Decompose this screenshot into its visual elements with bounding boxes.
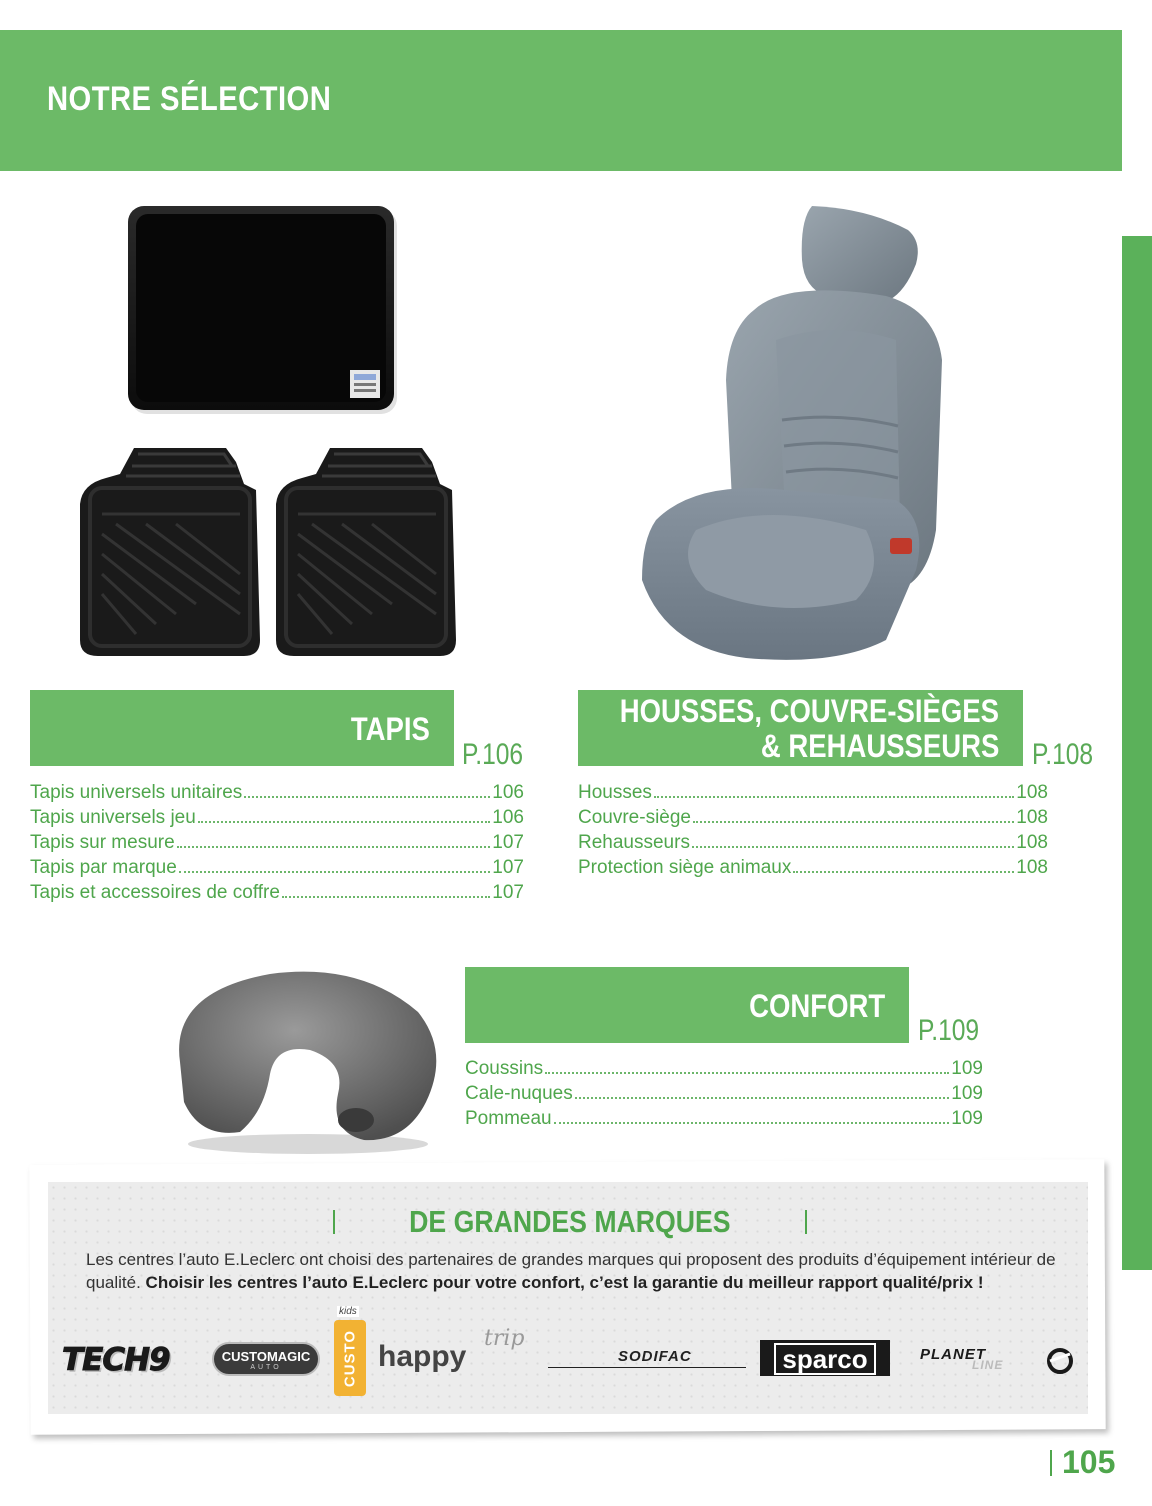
page-title: NOTRE SÉLECTION [47, 80, 332, 118]
housses-toc [578, 782, 1048, 882]
confort-page-ref[interactable]: P.109 [918, 1014, 980, 1047]
list-item[interactable]: Housses 108 [578, 782, 1048, 803]
carpet-mat-image [128, 206, 400, 416]
list-item[interactable]: Cale-nuques 109 [465, 1083, 983, 1104]
list-item[interactable]: Tapis par marque 107 [30, 857, 524, 878]
planet-line-logo: PLANET LINE [912, 1346, 1082, 1376]
planet-line-emblem-icon [1044, 1348, 1076, 1374]
list-item[interactable]: Tapis universels unitaires 106 [30, 782, 524, 803]
housses-page-ref[interactable]: P.108 [1032, 738, 1094, 771]
list-item[interactable]: Coussins 109 [465, 1058, 983, 1079]
list-item[interactable]: Tapis universels jeu 106 [30, 807, 524, 828]
tech9-logo: TECH9 [62, 1342, 170, 1378]
housses-section-header [578, 690, 1023, 766]
housses-title-line1: HOUSSES, COUVRE-SIÈGES [619, 693, 999, 729]
list-item[interactable]: Tapis sur mesure 107 [30, 832, 524, 853]
tapis-section-header [30, 690, 454, 766]
page-number: 105 [1050, 1444, 1115, 1481]
confort-toc [465, 1058, 983, 1133]
list-item[interactable]: Tapis et accessoires de coffre 107 [30, 882, 524, 903]
sparco-logo: sparco [760, 1340, 890, 1376]
happy-trip-logo: happy trip [378, 1326, 525, 1373]
list-item[interactable]: Pommeau 109 [465, 1108, 983, 1129]
tapis-page-ref[interactable]: P.106 [462, 738, 524, 771]
header-banner [0, 30, 1122, 171]
housses-title-line2: & REHAUSSEURS [760, 728, 999, 764]
confort-section-header [465, 967, 909, 1043]
tapis-title: TAPIS [351, 711, 430, 747]
rubber-mats-image [76, 444, 458, 660]
neck-pillow-image [160, 962, 444, 1158]
list-item[interactable]: Protection siège animaux 108 [578, 857, 1048, 878]
list-item[interactable]: Couvre-siège 108 [578, 807, 1048, 828]
seat-cover-image [636, 200, 948, 670]
confort-title: CONFORT [748, 988, 885, 1024]
brands-title: DE GRANDES MARQUES [333, 1204, 807, 1240]
custo-kids-logo: kids CUSTO [334, 1306, 366, 1396]
tapis-toc [30, 782, 524, 907]
brands-description: Les centres l’auto E.Leclerc ont choisi des partenaires de grandes marques qui proposent des produits d’équipement intérieur de qualité. Choisir les centres l’auto E.Leclerc pour votre confort, c’est la garantie du meilleur rapport qualité/prix ! [86, 1250, 1056, 1292]
side-accent-bar [1122, 236, 1152, 1270]
list-item[interactable]: Rehausseurs 108 [578, 832, 1048, 853]
sodifac-logo: SODIFAC [548, 1348, 746, 1368]
customagic-logo: CUSTOMAGIC AUTO [212, 1342, 320, 1376]
